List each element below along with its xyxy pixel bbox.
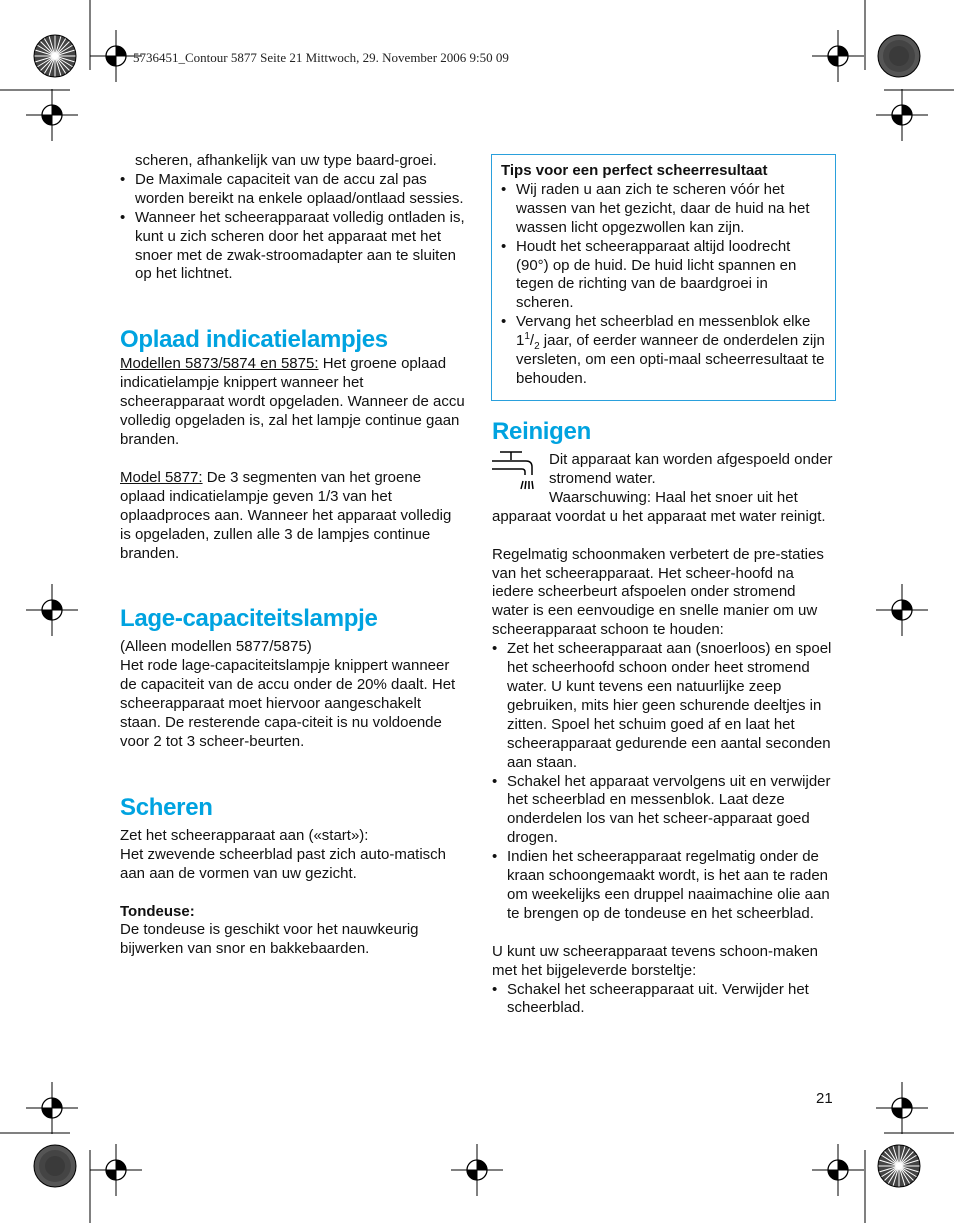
reinigen-intro-1: Dit apparaat kan worden afgespoeld onder stromend water.: [549, 451, 833, 487]
heading-lage: Lage-capaciteitslampje: [120, 605, 378, 633]
fraction-numerator: 1: [524, 331, 530, 343]
scheren-line-1: Zet het scheerapparaat aan («start»):: [120, 826, 369, 844]
reinigen-bullets: [492, 640, 834, 924]
fraction-denominator: 2: [534, 341, 540, 353]
list-item: • Wij raden u aan zich te scheren vóór het wassen van het gezicht, daar de huid na het wassen licht opgezwollen kan zijn.: [501, 181, 825, 238]
list-item: • Houdt het scheerapparaat altijd loodrecht (90°) op de huid. De huid licht spannen en tegen de richting van de baardgroei in scheren.: [501, 238, 825, 314]
intro-continuation: scheren, afhankelijk van uw type baard-groei.: [135, 152, 437, 169]
lage-text: Het rode lage-capaciteitslampje knippert wanneer de capaciteit van de accu onder de 20% daalt. Het scheerapparaat moet hiervoor aangeschakelt staan. De resterende capa-citeit is nu voldoende voor 2 tot 3 scheer-beurten.: [120, 657, 456, 750]
reinigen-bullets-2: [492, 981, 834, 1019]
heading-oplaad: Oplaad indicatielampjes: [120, 326, 388, 354]
list-item: • Zet het scheerapparaat aan (snoerloos) en spoel het scheerhoofd schoon onder heet stromend water. U kunt tevens een natuurlijke zeep gebruiken, mits hier geen schurende deeltjes in zitten. Spoel het schuim goed af en laat het scheerapparaat gedurende een aantal seconden aan staan.: [492, 640, 834, 772]
page-number: 21: [816, 1090, 833, 1107]
model-label: Modellen 5873/5874 en 5875:: [120, 355, 319, 373]
intro-bullets: [120, 171, 465, 284]
print-slug: 5736451_Contour 5877 Seite 21 Mittwoch, 29. November 2006 9:50 09: [133, 50, 509, 65]
oplaad-text-2: De 3 segmenten van het groene oplaad indicatielampje geven 1/3 van het oplaadproces aan. Wanneer het apparaat volledig is opgeladen, zullen alle 3 de lampjes continue branden.: [120, 468, 452, 562]
list-item: • Schakel het scheerapparaat uit. Verwijder het scheerblad.: [492, 981, 834, 1019]
left-column: [120, 152, 465, 959]
scheren-line-2: Het zwevende scheerblad past zich auto-matisch aan aan de vormen van uw gezicht.: [120, 845, 447, 882]
list-item: • De Maximale capaciteit van de accu zal pas worden bereikt na enkele oplaad/ontlaad sessies.: [120, 171, 465, 209]
tips-box: [491, 154, 836, 401]
tips-title: Tips voor een perfect scheerresultaat: [501, 162, 768, 179]
tondeuse-text: De tondeuse is geschikt voor het nauwkeurig bijwerken van snor en bakkebaarden.: [120, 921, 419, 958]
right-column: [492, 417, 834, 1018]
water-tap-icon: [492, 449, 544, 497]
model-label: Model 5877:: [120, 468, 203, 486]
list-item: • Vervang het scheerblad en messenblok elke $1^1/_2$ jaar, of eerder wanneer de onderdelen zijn versleten, om een opti-maal scheerresultaat te behouden.: [501, 313, 825, 389]
oplaad-text-1: Het groene oplaad indicatielampje knippert wanneer het scheerapparaat wordt opgeladen. Wanneer de accu volledig opgeladen is, zal het lampje continue gaan branden.: [120, 355, 465, 448]
heading-scheren: Scheren: [120, 793, 213, 821]
list-item: • Schakel het apparaat vervolgens uit en verwijder het scheerblad en messenblok. Laat deze onderdelen los van het scheer-apparaat goed drogen.: [492, 773, 834, 849]
oplaad-paragraph-2: [120, 469, 465, 564]
list-item: • Wanneer het scheerapparaat volledig ontladen is, kunt u zich scheren door het apparaat met het snoer met de zwak-stroomadapter aan te sluiten op het lichtnet.: [120, 209, 465, 285]
oplaad-paragraph-1: [120, 355, 465, 450]
list-item: • Indien het scheerapparaat regelmatig onder de kraan schoongemaakt wordt, is het aan te raden om weekelijks een druppel naaimachine olie aan te brengen op de tondeuse en het scheerblad.: [492, 848, 834, 924]
reinigen-intro: [492, 451, 834, 527]
reinigen-warning: Waarschuwing: Haal het snoer uit het apparaat voordat u het apparaat met water reinigt.: [492, 488, 826, 525]
tondeuse-label: Tondeuse:: [120, 902, 195, 920]
reinigen-paragraph-2: U kunt uw scheerapparaat tevens schoon-maken met het bijgeleverde borsteltje:: [492, 942, 819, 979]
tip-text: jaar, of eerder wanneer de onderdelen zijn versleten, om een opti-maal scheerresultaat te behouden.: [516, 332, 825, 387]
tips-bullets: [501, 181, 825, 389]
lage-note: (Alleen modellen 5877/5875): [120, 638, 312, 656]
tip-text: Vervang het scheerblad en messenblok elke 1: [516, 313, 811, 350]
reinigen-paragraph: Regelmatig schoonmaken verbetert de pre-staties van het scheerapparaat. Het scheer-hoofd na iedere scheerbeurt afspoelen onder stromend water is een eenvoudige en snelle manier om uw scheerapparaat schoon te houden:: [492, 545, 824, 639]
heading-reinigen: Reinigen: [492, 418, 591, 445]
